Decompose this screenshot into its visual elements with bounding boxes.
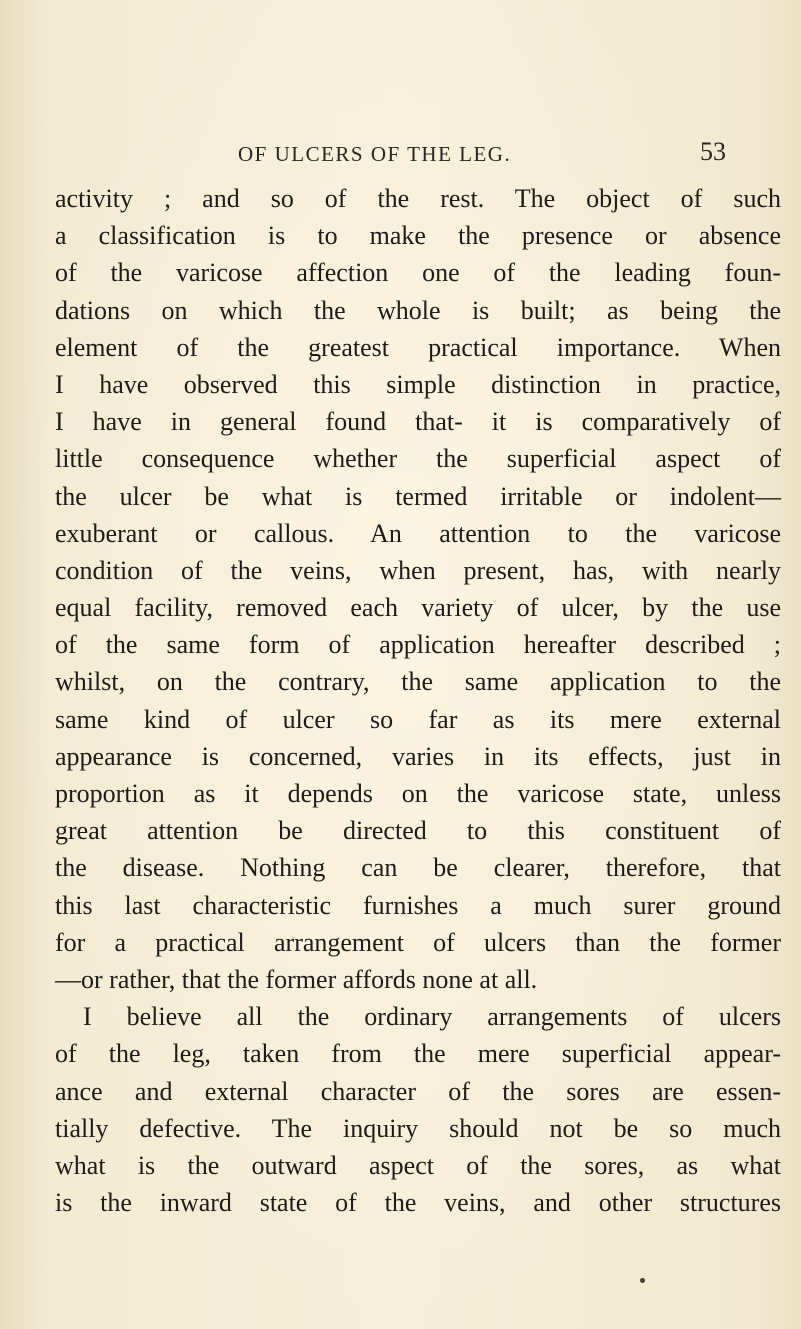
text-line: for a practical arrangement of ulcers than the former: [55, 927, 781, 957]
text-line: same kind of ulcer so far as its mere external: [55, 704, 781, 734]
text-line: element of the greatest practical importance. When: [55, 332, 781, 362]
text-line: I believe all the ordinary arrangements of ulcers: [83, 1002, 781, 1032]
text-line: is the inward state of the veins, and other structures: [55, 1188, 781, 1218]
running-head: OF ULCERS OF THE LEG.: [238, 142, 512, 166]
text-line: proportion as it depends on the varicose state, unless: [55, 779, 781, 808]
text-line: what is the outward aspect of the sores, as what: [55, 1150, 781, 1180]
text-line: ance and external character of the sores are essen-: [55, 1076, 781, 1106]
text-line: exuberant or callous. An attention to the varicose: [55, 518, 781, 548]
text-line: tially defective. The inquiry should not be so much: [55, 1113, 781, 1143]
ink-speck: [640, 1278, 645, 1283]
text-line: the disease. Nothing can be clearer, therefore, that: [55, 853, 781, 883]
text-line: great attention be directed to this constituent of: [55, 816, 781, 846]
text-line: activity ; and so of the rest. The object of such: [55, 184, 781, 213]
text-line: equal facility, removed each variety of ulcer, by the use: [55, 593, 781, 623]
text-line: dations on which the whole is built; as being the: [55, 295, 781, 325]
text-line: I have observed this simple distinction in practice,: [55, 369, 781, 399]
text-line: this last characteristic furnishes a much surer ground: [55, 890, 781, 920]
text-line: I have in general found that- it is comparatively of: [55, 407, 781, 437]
text-line: —or rather, that the former affords none at all.: [55, 964, 538, 994]
text-line: of the leg, taken from the mere superficial appear-: [55, 1039, 781, 1069]
text-line: whilst, on the contrary, the same application to the: [55, 667, 781, 697]
text-line: little consequence whether the superficial aspect of: [55, 444, 781, 474]
page-header: [0, 137, 801, 172]
text-line: condition of the veins, when present, has, with nearly: [55, 555, 781, 585]
text-line: a classification is to make the presence or absence: [55, 221, 781, 251]
body-text: [55, 180, 781, 1221]
text-line: of the varicose affection one of the leading foun-: [55, 258, 781, 288]
text-line: appearance is concerned, varies in its effects, just in: [55, 741, 781, 771]
page-number: 53: [700, 137, 726, 166]
text-line: the ulcer be what is termed irritable or indolent—: [55, 481, 781, 511]
text-line: of the same form of application hereafter described ;: [55, 630, 781, 660]
